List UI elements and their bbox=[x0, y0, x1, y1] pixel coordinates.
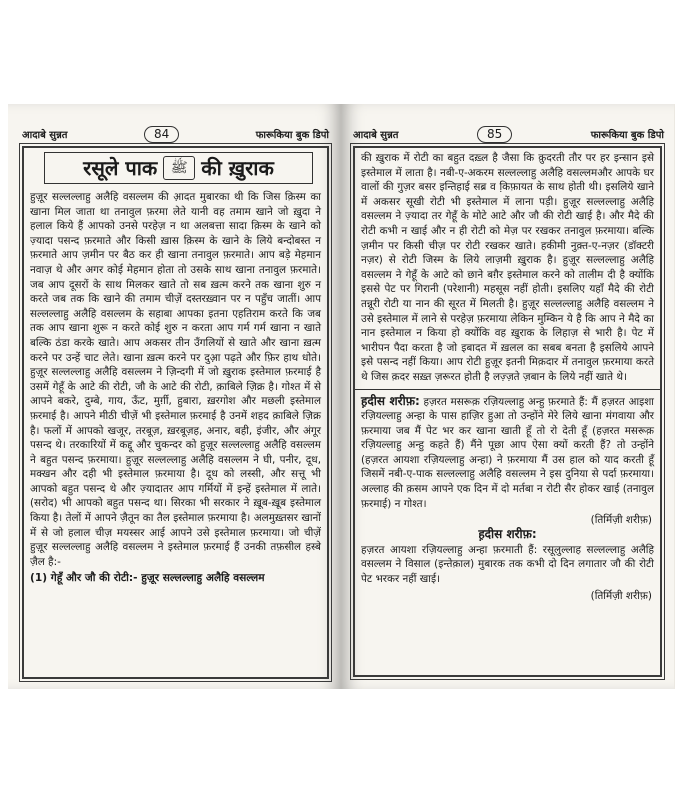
hadith-1-heading: ह़दीस शरीफ़: bbox=[361, 393, 420, 408]
right-header-title: आदाबे सुन्नत bbox=[353, 130, 399, 141]
chapter-title bbox=[44, 152, 313, 184]
hadith-1-reference: (तिर्मिज़ी शरीफ़) bbox=[590, 514, 652, 527]
hadith-2-heading: ह़दीस शरीफ़: bbox=[478, 527, 537, 542]
chapter-title-start: रसूले पाक bbox=[83, 156, 158, 180]
right-page-header bbox=[353, 124, 664, 144]
hadith-1-text: हज़रत मसरूक़ रज़ियल्लाहु अन्हु फ़रमाते हैं: मैं हज़रत आइशा रज़ियल्लाहु अन्हा के पास हाज़िर हुआ तो उन्होंने मेरे लिये खाना मंगवाया और फ़रमाया जब मैं पेट भर कर खाना खाती हूँ तो रो देती हूँ (हज़रत मसरूक़ रज़ियल्लाहु अन्हु कहते हैं) मैंने पूछा आप ऐसा क्यों करती हैं? तो उन्होंने (हज़रत आयशा रज़ियल्लाहु अन्हा) ने फ़रमाया मैं उस हाल को याद करती हूँ जिसमें नबी-ए-पाक सल्लल्लाहु अलैहि वसल्लम ने इस दुनिया से पर्दा फ़रमाया।अल्लाह की क़सम आपने एक दिन में दो मर्तबा न रोटी सैर होकर खाई (तनावुल फ़रमाई) न गोश्त। bbox=[361, 395, 654, 510]
right-header-publisher: फारूकिया बुक डिपो bbox=[590, 130, 664, 141]
left-page-number: 84 bbox=[144, 126, 179, 143]
hadith-2-text: हज़रत आयशा रज़ियल्लाहु अन्हा फ़रमाती हैं: रसूलुल्लाह सल्लल्लाहु अलैहि वसल्लम ने विसाल (इन्तेक़ाल) मुबारक तक कभी दो दिन लगातार जौ की रोटी पेट भरकर नहीं खाई। bbox=[361, 543, 654, 586]
hadith-1 bbox=[355, 394, 660, 512]
left-page bbox=[8, 104, 341, 689]
hadith-2 bbox=[355, 527, 660, 586]
left-page-frame bbox=[22, 146, 329, 679]
section-divider bbox=[355, 389, 660, 390]
left-page-header bbox=[22, 124, 329, 144]
right-page-frame bbox=[353, 146, 662, 677]
salutation-calligraphy-icon: ﷺ bbox=[163, 156, 195, 180]
right-page bbox=[341, 104, 674, 689]
left-body-text: हुज़ूर सल्लल्लाहु अलैहि वसल्लम की आ़दत मुबारका थी कि जिस क़िस्म का खाना मिल जाता था तनावुल फ़रमा लेते यानी वह तमाम खाने जो ख़ुदा ने हलाल किये हैं आपको उनसे परहेज़ न था अलबत्ता सादा क़िस्म के खाने को ज़्यादा पसन्द फ़रमाते और किसी ख़ास क़िस्म के खाने के लिये बन्दोबस्त न फ़रमाते आप ज़मीन पर बैठ कर ही खाना तनावुल फ़रमाते। आप बड़े मेहमान नवाज़ थे और अगर कोई मेहमान होता तो उसके साथ खाना तनावुल फ़रमाते। जब आप दूसरों के साथ मिलकर खाते तो सब ख़त्म करने तक खाना शुरु न करते जब तक कि खाने की तमाम चीज़ें दस्तरख़्वान पर न पहुँच जातीं। आप सल्लल्लाहु अलैहि वसल्लम के सहाबा आपका इतना एहतिराम करते कि जब तक आप खाना शुरू न करते कोई शुरु न करता आप गर्म गर्म खाना न खाते बल्कि ठंडा करके खाते। आप अकसर तीन उँगलियों से खाते और खाना ख़त्म करने पर उन्हें चाट लेते। खाना ख़त्म करने पर दुआ़ पढ़ते और फ़िर हाथ धोते। हुज़ूर सल्लल्लाहु अलैहि वसल्लम ने ज़िन्दगी में जो ख़ुराक इस्तेमाल फ़रमाई है उसमें गेहूँ के आटे की रोटी, जौ के आटे की रोटी, क़ाबिले ज़िक्र है। गोश्त में से आपने बकरे, दुम्बे, गाय, ऊँट, मुर्ग़ी, हुबारा, ख़रगोश और मछली इस्तेमाल फ़रमाई है। आपने मीठी चीज़ें भी इस्तेमाल फ़रमाई है उनमें शहद क़ाबिले ज़िक्र है। फलों में आपको खजूर, तरबूज़, ख़रबूज़ह, अनार, बही, इंजीर, और अंगूर पसन्द थे। तरकारियों में कद्दू और चुकन्दर को हुज़ूर सल्लल्लाहु अलैहि वसल्लम ने बहुत पसन्द फ़रमाया। हुज़ूर सल्लल्लाहु अलैहि वसल्लम ने घी, पनीर, दूध, मक्खन और दही भी इस्तेमाल फ़रमाया है। दूध को लस्सी, और सत्तू भी आपको बहुत पसन्द थे और ज़्यादातर आप गर्मियों में इन्हें इस्तेमाल में लाते। (सरोद) भी आपको बहुत पसन्द था। सिरका भी सरकार ने ख़ूब-ख़ूब इस्तेमाल किया है। तेलों में आपने ज़ैतून का तैल इस्तेमाल फ़रमाया है। अलमुख़्तसर खानों में से जो हलाल चीज़ मयस्सर आई आपने उसे इस्तेमाल फ़रमाया। जो चीज़ें हुज़ूर सल्लल्लाहु अलैहि वसल्लम ने इस्तेमाल फ़रमाई हैं उनकी तफ़सील हस्बे ज़ैल है:- bbox=[30, 191, 321, 568]
right-body-text: की ख़ुराक में रोटी का बहुत दख़्ल है जैसा कि क़ुदरती तौर पर हर इन्सान इसे इस्तेमाल में लाता है। नबी-ए-अकरम सल्लल्लाहु अलैहि वसल्लमऔर आपके घर वालों की गुज़र बसर इन्तिहाई सब्र व कि़फ़ायत के साथ होती थी। इसलिये खाने में अकसर सूखी रोटी भी इस्तेमाल में लाना पड़ी। हुज़ूर सल्लल्लाहु अलैहि वसल्लम ने ज़्यादा तर गेहूँ के मोटे आटे और जौ की रोटी खाई है। और मैदे की रोटी कभी न खाई और न ही रोटी को मेज़ पर रखकर तनावुल फ़रमाया। बल्कि ज़मीन पर किसी चीज़ पर रोटी रखकर खाते। हकीमी नुक़्त-ए-नज़र (डॉक्टरी नज़र) से रोटी जिस्म के लिये लाज़मी ख़ुराक है। हुज़ूर सल्लल्लाहु अलैहि वसल्लम ने गेहूँ के आटे को छाने बग़ैर इस्तेमाल करने को तालीम दी है क्योंकि इससे पेट पर गिरानी (परेशानी) महसूस नहीं होती। इसलिए यहाँ मैदे की रोटी तन्नूरी रोटी या नान की सूरत में मिलती है। हुज़ूर सल्लल्लाहु अलैहि वसल्लम ने उसे इस्तेमाल में लाने से परहेज़ फ़रमाया लेकिन मुम्किन ये है कि आप ने मैदे का नान इस्तेमाल न किया हो क्योंकि वह ख़ुराक के लिहाज़ से भारी है। पेट में भारीपन पैदा करता है जो इबादत में ख़लल का सबब बनता है इसलिये आपने इसे पसन्द नहीं किया। आप रोटी हुज़ूर इतनी मिक़दार में तनावुल फ़रमाया करते थे जिस क़दर सख़्त ज़रूरत होती है लज़्ज़ते ज़बान के लिये नहीं खाते थे। bbox=[361, 152, 654, 383]
left-header-publisher: फारूकिया बुक डिपो bbox=[255, 130, 329, 141]
left-header-title: आदाबे सुन्नत bbox=[22, 130, 68, 141]
right-page-number: 85 bbox=[477, 126, 512, 143]
open-book bbox=[8, 104, 675, 689]
chapter-title-end: की ख़ुराक bbox=[201, 156, 274, 180]
hadith-2-reference: (तिर्मिज़ी शरीफ़) bbox=[590, 589, 652, 602]
section-subheading: (1) गेहूँ और जौ की रोटी:- हुज़ूर सल्लल्लाहु अलैहि वसल्लम bbox=[30, 572, 265, 585]
